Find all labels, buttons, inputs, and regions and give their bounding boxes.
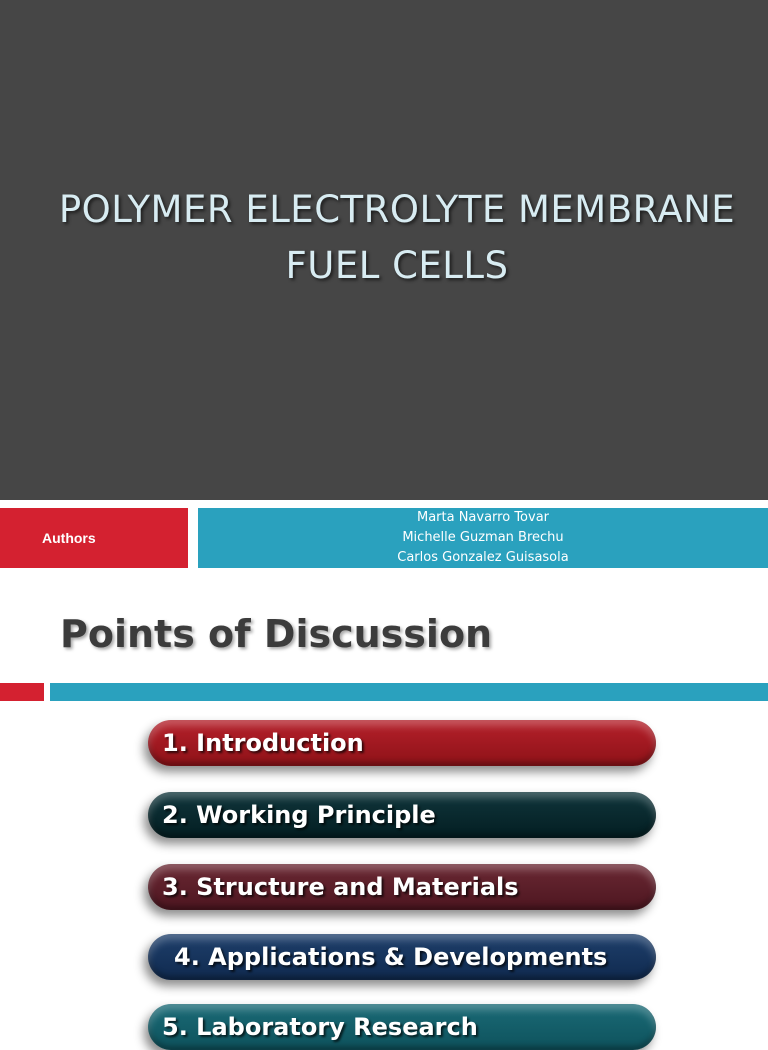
title-line-1: POLYMER ELECTROLYTE MEMBRANE (58, 188, 736, 231)
discussion-item-structure-materials (148, 864, 656, 910)
discussion-item-label: 5. Laboratory Research (162, 1013, 478, 1041)
title-line-2: FUEL CELLS (285, 244, 509, 287)
authors-names-box (198, 508, 768, 568)
discussion-item-working-principle (148, 792, 656, 838)
discussion-item-label: 4. Applications & Developments (174, 943, 608, 971)
discussion-item-label: 2. Working Principle (162, 801, 436, 829)
author-name: Marta Navarro Tovar (416, 510, 550, 525)
accent-bar-blue (50, 683, 768, 701)
title-slide (0, 0, 768, 500)
authors-label-box (0, 508, 188, 568)
authors-label: Authors (42, 530, 96, 546)
discussion-item-laboratory-research (148, 1004, 656, 1050)
author-name: Carlos Gonzalez Guisasola (397, 550, 569, 565)
discussion-item-label: 3. Structure and Materials (162, 873, 519, 901)
discussion-title: Points of Discussion (60, 612, 493, 656)
discussion-item-introduction (148, 720, 656, 766)
accent-bar-red (0, 683, 44, 701)
discussion-item-label: 1. Introduction (162, 729, 364, 757)
author-name: Michelle Guzman Brechu (402, 530, 564, 545)
presentation-title (20, 182, 768, 294)
discussion-item-applications (148, 934, 656, 980)
